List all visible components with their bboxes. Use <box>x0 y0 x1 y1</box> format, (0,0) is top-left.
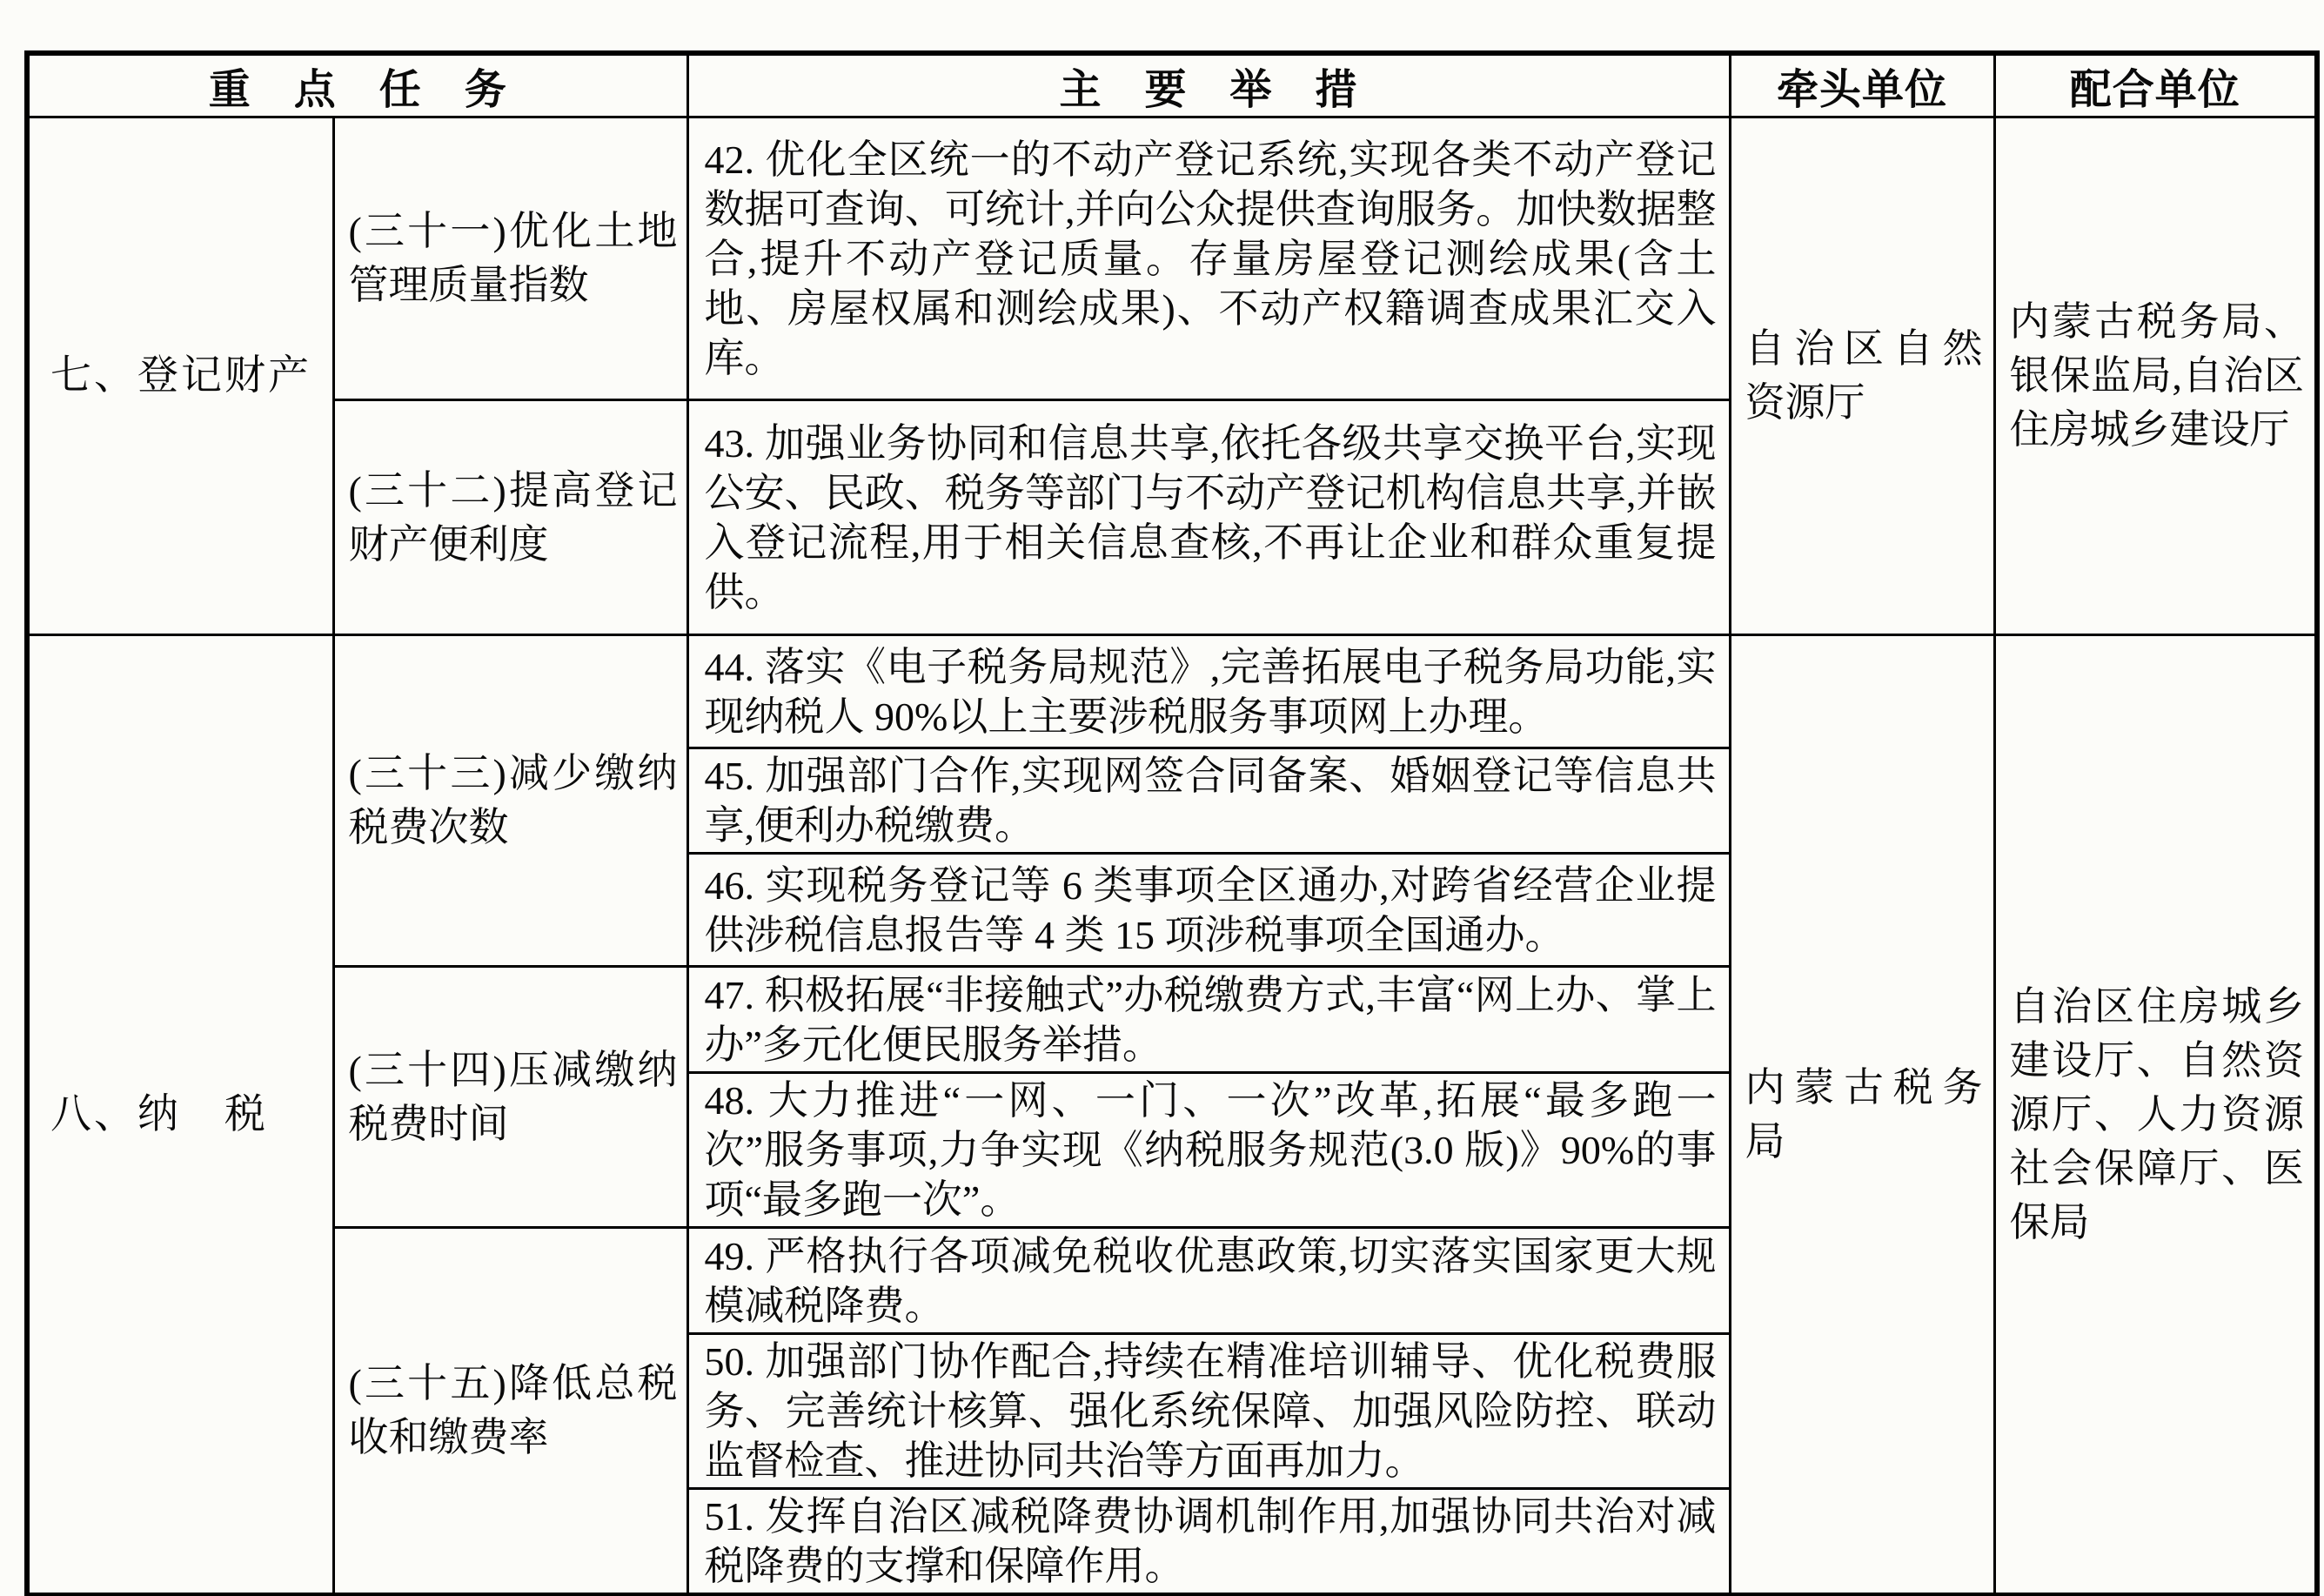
header-support-unit: 配合单位 <box>1994 53 2317 117</box>
measure-cell-43: 43. 加强业务协同和信息共享,依托各级共享交换平台,实现公安、民政、税务等部门与不动产登记机构信息共享,并嵌入登记流程,用于相关信息查核,不再让企业和群众重复提供。 <box>687 400 1730 635</box>
support-unit-cell-paying-taxes: 自治区住房城乡建设厅、自然资源厅、人力资源社会保障厅、医保局 <box>1994 635 2317 1596</box>
measure-cell-49: 49. 严格执行各项减免税收优惠政策,切实落实国家更大规模减税降费。 <box>687 1228 1730 1334</box>
header-main-measures: 主 要 举 措 <box>687 53 1730 117</box>
subtask-cell-31: (三十一)优化土地管理质量指数 <box>333 117 687 400</box>
measure-cell-42: 42. 优化全区统一的不动产登记系统,实现各类不动产登记数据可查询、可统计,并向公众提供查询服务。加快数据整合,提升不动产登记质量。存量房屋登记测绘成果(含土地、房屋权属和测绘成果)、不动产权籍调查成果汇交入库。 <box>687 117 1730 400</box>
measure-cell-48: 48. 大力推进“一网、一门、一次”改革,拓展“最多跑一次”服务事项,力争实现《纳税服务规范(3.0 版)》90%的事项“最多跑一次”。 <box>687 1073 1730 1228</box>
support-unit-cell-registering-property: 内蒙古税务局、银保监局,自治区住房城乡建设厅 <box>1994 117 2317 635</box>
document-table <box>24 50 2320 1596</box>
header-key-tasks: 重 点 任 务 <box>27 53 687 117</box>
subtask-cell-33: (三十三)减少缴纳税费次数 <box>333 635 687 967</box>
measure-cell-45: 45. 加强部门合作,实现网签合同备案、婚姻登记等信息共享,便利办税缴费。 <box>687 748 1730 854</box>
header-lead-unit: 牵头单位 <box>1730 53 1994 117</box>
table-header-row <box>27 53 2317 117</box>
subtask-cell-34: (三十四)压减缴纳税费时间 <box>333 967 687 1228</box>
table-row <box>27 635 2317 748</box>
group-cell-paying-taxes: 八、纳 税 <box>27 635 333 1596</box>
measure-cell-50: 50. 加强部门协作配合,持续在精准培训辅导、优化税费服务、完善统计核算、强化系统保障、加强风险防控、联动监督检查、推进协同共治等方面再加力。 <box>687 1334 1730 1489</box>
measure-cell-51: 51. 发挥自治区减税降费协调机制作用,加强协同共治对减税降费的支撑和保障作用。 <box>687 1489 1730 1596</box>
subtask-cell-32: (三十二)提高登记财产便利度 <box>333 400 687 635</box>
lead-unit-cell-registering-property: 自治区自然资源厅 <box>1730 117 1994 635</box>
measure-cell-44: 44. 落实《电子税务局规范》,完善拓展电子税务局功能,实现纳税人 90%以上主要涉税服务事项网上办理。 <box>687 635 1730 748</box>
measure-cell-46: 46. 实现税务登记等 6 类事项全区通办,对跨省经营企业提供涉税信息报告等 4 类 15 项涉税事项全国通办。 <box>687 854 1730 967</box>
table-row <box>27 117 2317 400</box>
subtask-cell-35: (三十五)降低总税收和缴费率 <box>333 1228 687 1596</box>
group-cell-registering-property: 七、登记财产 <box>27 117 333 635</box>
lead-unit-cell-paying-taxes: 内蒙古税务局 <box>1730 635 1994 1596</box>
measure-cell-47: 47. 积极拓展“非接触式”办税缴费方式,丰富“网上办、掌上办”多元化便民服务举措。 <box>687 967 1730 1073</box>
